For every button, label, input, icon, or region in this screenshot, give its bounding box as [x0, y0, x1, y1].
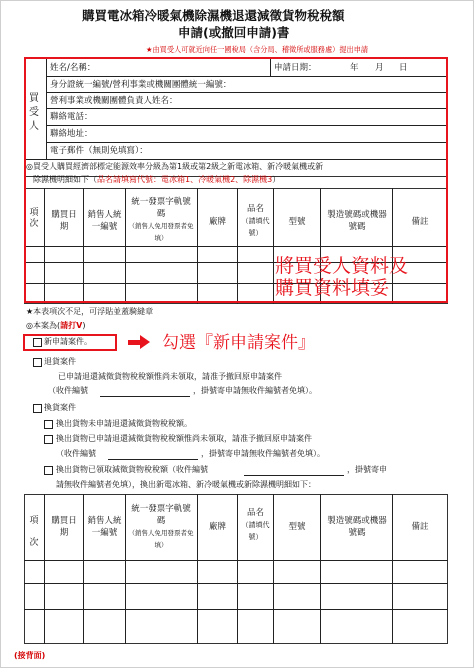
table2-col-line — [197, 494, 198, 644]
new-case-label: 新申請案件。 — [44, 337, 92, 346]
col-invoice: 統一發票字軌號碼 （銷售人免用發票者免填） — [128, 197, 194, 242]
name-label: 姓名/名稱： — [50, 63, 96, 73]
table2-col-line — [125, 494, 126, 644]
new-case-checkbox[interactable] — [33, 338, 42, 347]
withdraw-checkbox[interactable] — [33, 358, 42, 367]
exchange-option-b-receipt: （收件編號 — [56, 449, 96, 458]
table2-col-line — [83, 494, 84, 644]
withdraw-receipt-note: ，掛號寄申請無收件編號者免填）。 — [193, 386, 317, 395]
withdraw-text: 已申請退還減徵貨物稅稅額惟尚未領取，請准予撤回原申請案件 — [58, 372, 282, 381]
col-buy-date: 購買日期 — [51, 210, 77, 232]
t2-col-brand: 廠牌 — [208, 522, 226, 532]
purchase-intro-line2: 除濕機明細如下（品名請填寫代號：電冰箱1、冷暖氣機2、除濕機3） — [33, 175, 281, 184]
table2-row-line — [24, 583, 448, 584]
id-number-label: 身分證統一編號/營利事業或機關團體統一編號： — [50, 80, 232, 90]
table2-col-line — [237, 494, 238, 644]
select-new-case-annotation: 勾選『新申請案件』 — [162, 333, 315, 353]
buyer-side-label: 買 受 人 — [29, 93, 39, 132]
product-code-note: 品名請填寫代號：電冰箱1、冷暖氣機2、除濕機3 — [97, 175, 273, 184]
form-title-line2: 申請(或撤回申請)書 — [178, 25, 290, 40]
withdraw-receipt-label: （收件編號 — [48, 386, 88, 395]
col-product: 品名 （請填代號） — [241, 204, 270, 237]
col-item: 項 次 — [29, 208, 39, 229]
purchase-intro-line1: ◎買受人購買經濟部標定能源效率分級為第1級或第2級之新電冰箱、新冷暖氣機或新 — [26, 162, 324, 171]
t2-col-seller-id: 銷售人統一編號 — [87, 516, 122, 538]
fill-in-annotation-line1: 將買受人資料及 — [275, 255, 409, 277]
address-label: 聯絡地址： — [50, 129, 93, 139]
fill-in-annotation-line2: 購買資料填妥 — [275, 277, 390, 299]
exchange-label: 換貨案件 — [44, 403, 76, 412]
exchange-option-b-note: ，掛號寄申請無收件編號者免填）。 — [201, 449, 325, 458]
exchange-option-b: 換出貨物已申請退還減徵貨物稅稅額惟尚未領取，請准予撤回原申請案件 — [56, 434, 312, 443]
t2-col-model: 型號 — [288, 522, 306, 532]
t2-col-note: 備註 — [411, 522, 429, 532]
table2-col-line — [44, 494, 45, 644]
withdraw-receipt-field[interactable] — [100, 396, 190, 397]
arrow-icon — [128, 340, 140, 345]
table2-row-line — [24, 609, 448, 610]
exchange-option-c-note: ，掛號寄申 — [347, 465, 387, 474]
col-note: 備註 — [411, 217, 429, 227]
exchange-c-receipt-field[interactable] — [244, 475, 344, 476]
table2-col-line — [320, 494, 321, 644]
t2-col-invoice: 統一發票字軌號碼 （銷售人免用發票者免填） — [128, 504, 194, 549]
t2-col-product: 品名 （請填代號） — [241, 508, 270, 541]
arrow-head-icon — [140, 335, 150, 349]
exchange-option-a-checkbox[interactable] — [44, 420, 53, 429]
application-date-label: 申請日期： — [274, 63, 317, 73]
col-seller-id: 銷售人統一編號 — [87, 210, 122, 232]
date-month: 月 — [375, 63, 384, 73]
form-title-line1: 購買電冰箱冷暖氣機除濕機退還減徵貨物稅稅額 — [82, 8, 345, 23]
phone-label: 聯絡電話： — [50, 112, 93, 122]
table2-col-line — [273, 494, 274, 644]
withdraw-label: 退貨案件 — [44, 357, 76, 366]
t2-col-item: 項 次 — [29, 516, 39, 548]
exchange-option-a: 換出貨物未申請退還減徵貨物稅稅額。 — [56, 419, 192, 428]
date-day: 日 — [399, 63, 408, 73]
email-label: 電子郵件（無則免填寫）： — [50, 146, 148, 156]
exchange-option-b-checkbox[interactable] — [44, 435, 53, 444]
exchange-option-c: 換出貨物已領取減徵貨物稅稅額（收件編號 — [56, 465, 208, 474]
col-serial: 製造號碼或機器號碼 — [327, 210, 387, 232]
insufficient-rows-note: ★本表項次不足，可浮貼並蓋騎縫章 — [26, 307, 154, 316]
table2-col-line — [392, 494, 393, 644]
continue-on-back: (接背面) — [14, 651, 46, 660]
col-brand: 廠牌 — [208, 217, 226, 227]
exchange-option-c-detail: 請無收件編號者免填），換出新電冰箱、新冷暖氣機或新除濕機明細如下： — [56, 480, 316, 489]
date-year: 年 — [350, 63, 359, 73]
col-model: 型號 — [288, 217, 306, 227]
exchange-option-c-checkbox[interactable] — [44, 466, 53, 475]
exchange-checkbox[interactable] — [33, 404, 42, 413]
exchange-b-receipt-field[interactable] — [108, 459, 198, 460]
t2-col-serial: 製造號碼或機器號碼 — [327, 516, 387, 538]
submission-note: ★由買受人可就近向任一國稅局（含分局、稽徵所或服務處）提出申請 — [146, 45, 369, 54]
t2-col-buy-date: 購買日期 — [51, 516, 77, 538]
case-type-label: ◎本案為(請打V) — [26, 321, 86, 330]
representative-label: 營利事業或機關團體負責人姓名： — [50, 96, 178, 106]
table2-header-line — [24, 560, 448, 561]
